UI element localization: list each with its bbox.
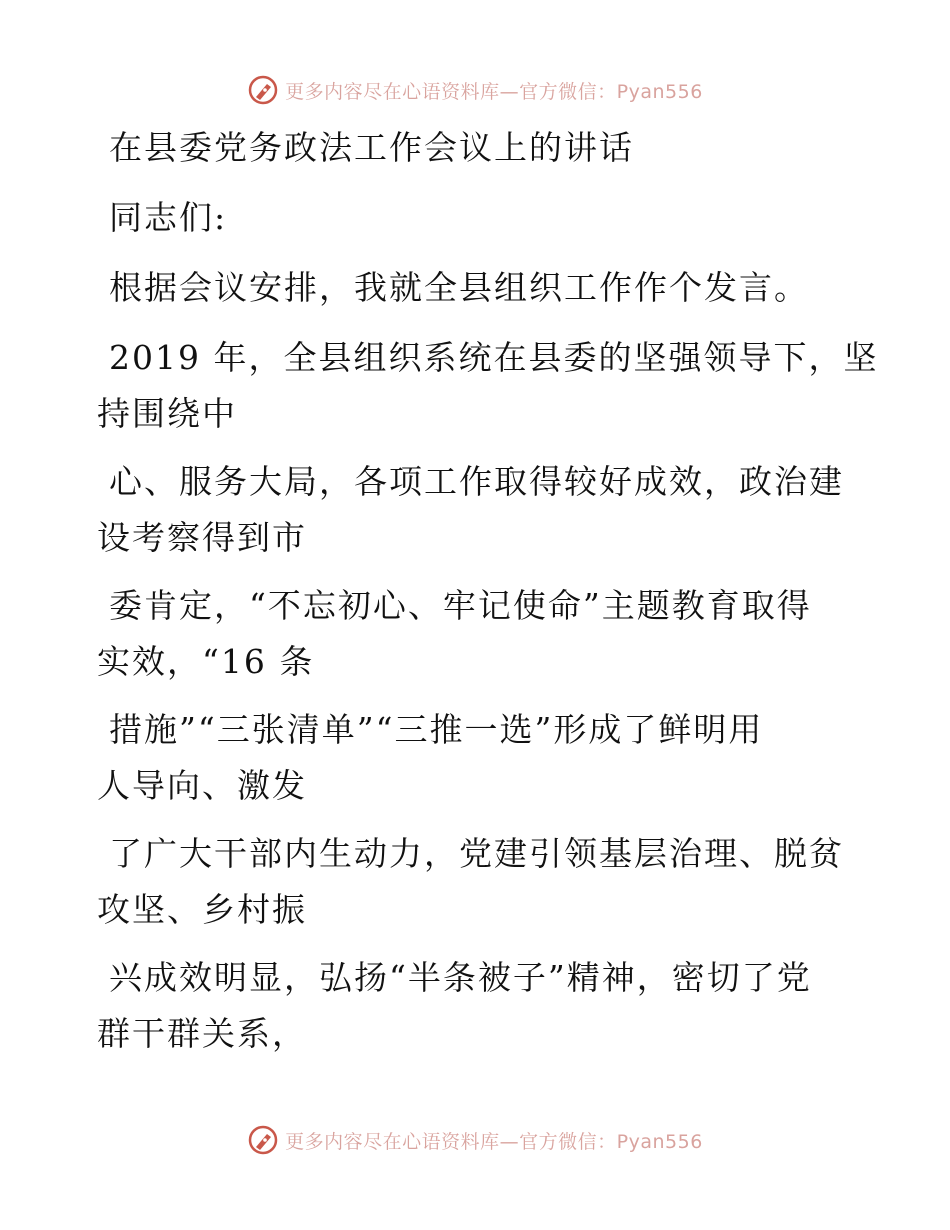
document-body xyxy=(97,120,879,1062)
body-line: 实效，“16 条 xyxy=(97,642,315,681)
body-line: 兴成效明显，弘扬“半条被子”精神，密切了党 xyxy=(109,958,812,997)
paragraph-intro: 根据会议安排，我就全县组织工作作个发言。 xyxy=(109,268,809,307)
document-title: 在县委党务政法工作会议上的讲话 xyxy=(109,128,634,167)
body-line: 攻坚、乡村振 xyxy=(97,890,307,929)
pen-nib-logo-icon xyxy=(247,1124,279,1156)
body-line: 2019 年，全县组织系统在县委的坚强领导下，坚 xyxy=(109,338,879,377)
salutation: 同志们: xyxy=(109,198,228,237)
body-line: 持围绕中 xyxy=(97,394,237,433)
watermark-banner-top xyxy=(0,70,950,110)
body-line: 措施”“三张清单”“三推一选”形成了鲜明用 xyxy=(109,710,764,749)
watermark-text: 更多内容尽在心语资料库—官方微信：Pyan556 xyxy=(285,1130,703,1153)
body-line: 设考察得到市 xyxy=(97,518,307,557)
watermark-text: 更多内容尽在心语资料库—官方微信：Pyan556 xyxy=(285,80,703,103)
body-line: 心、服务大局，各项工作取得较好成效，政治建 xyxy=(109,462,844,501)
body-line: 群干群关系， xyxy=(97,1014,307,1053)
watermark-banner-bottom xyxy=(0,1120,950,1160)
pen-nib-logo-icon xyxy=(247,74,279,106)
body-line: 委肯定，“不忘初心、牢记使命”主题教育取得 xyxy=(109,586,812,625)
body-line: 了广大干部内生动力，党建引领基层治理、脱贫 xyxy=(109,834,844,873)
body-line: 人导向、激发 xyxy=(97,766,307,805)
